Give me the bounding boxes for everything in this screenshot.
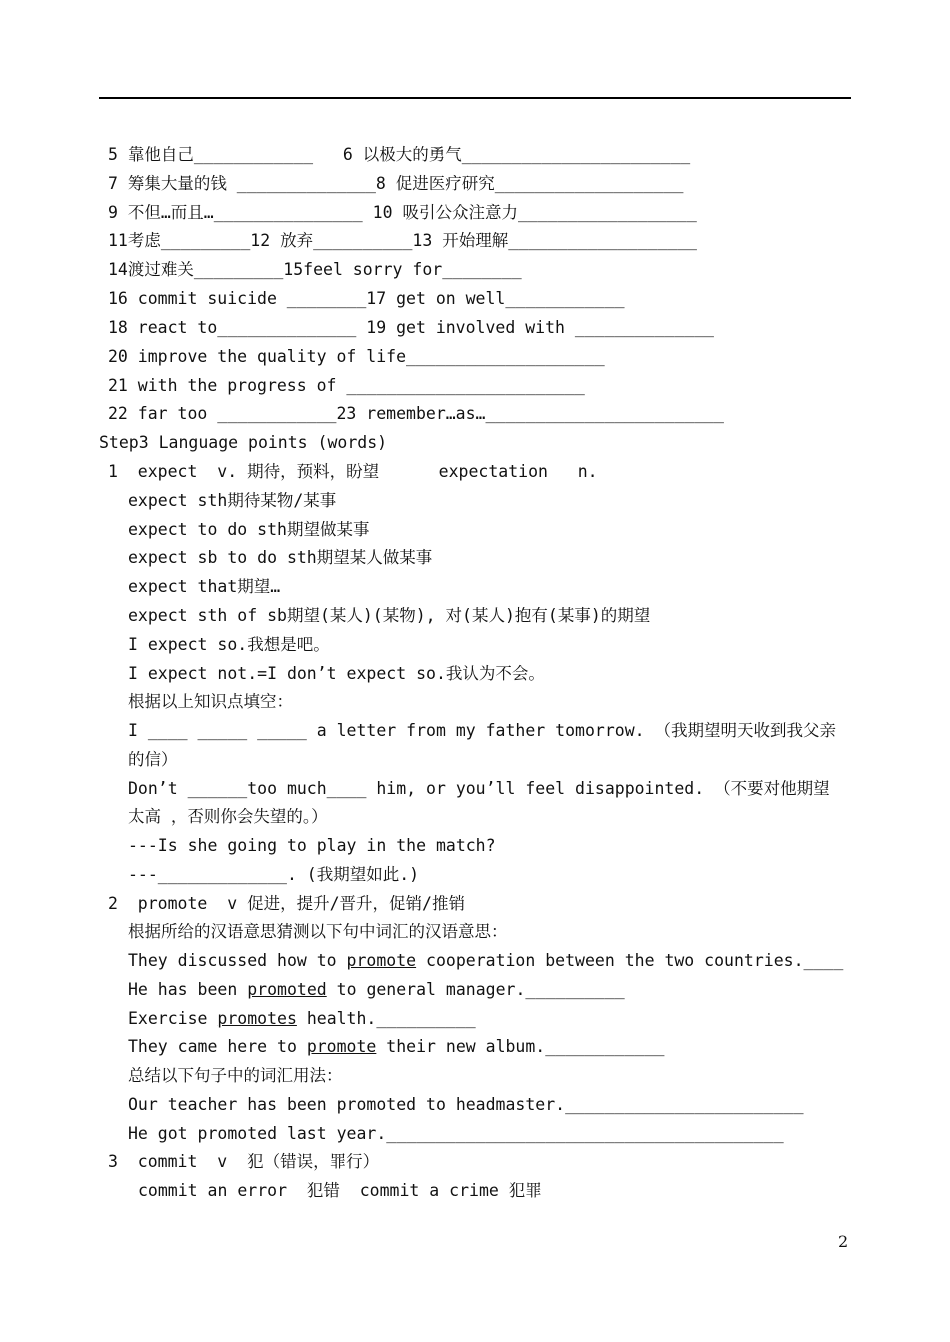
text-line <box>128 1008 476 1030</box>
text-line: 总结以下句子中的词汇用法： <box>128 1066 343 1085</box>
text-line: 11考虑_________12 放弃__________13 开始理解___________________ <box>108 231 697 250</box>
text-line: commit an error 犯错 commit a crime 犯罪 <box>138 1181 542 1200</box>
text-line: 1 expect v. 期待，预料，盼望 expectation n. <box>108 462 598 481</box>
text-line: ---_____________. (我期望如此.) <box>128 865 420 884</box>
text-line: 的信） <box>128 750 178 769</box>
text-line: Don’t ______too much____ him, or you’ll feel disappointed. （不要对他期望 <box>128 779 830 798</box>
text-segment: He has been <box>128 980 248 999</box>
text-segment: cooperation between the two countries.____ <box>416 951 844 970</box>
text-segment: They discussed how to <box>128 951 347 970</box>
text-line: 21 with the progress of ________________________ <box>108 376 585 395</box>
text-line: expect that期望… <box>128 577 281 596</box>
text-line: 14渡过难关_________15feel sorry for________ <box>108 260 522 279</box>
text-line: ---Is she going to play in the match? <box>128 836 496 855</box>
text-segment: their new album.____________ <box>376 1037 665 1056</box>
underlined-word: promoted <box>247 980 327 999</box>
text-line: 根据所给的汉语意思猜测以下句中词汇的汉语意思： <box>128 922 508 941</box>
text-line: 3 commit v 犯（错误，罪行） <box>108 1152 380 1171</box>
text-line: 根据以上知识点填空： <box>128 692 293 711</box>
text-segment: to general manager.__________ <box>326 980 625 999</box>
text-line: 太高 ，否则你会失望的。） <box>128 807 328 826</box>
underlined-word: promote <box>346 951 417 970</box>
text-line: 16 commit suicide ________17 get on well____________ <box>108 289 625 308</box>
text-line: 2 promote v 促进，提升/晋升，促销/推销 <box>108 894 465 913</box>
text-segment: health.__________ <box>296 1009 476 1028</box>
text-line: I ____ _____ _____ a letter from my father tomorrow. （我期望明天收到我父亲 <box>128 721 836 740</box>
text-line: 9 不但…而且…_______________ 10 吸引公众注意力__________________ <box>108 203 697 222</box>
text-line: 20 improve the quality of life____________________ <box>108 347 605 366</box>
text-line: expect sth期待某物/某事 <box>128 491 337 510</box>
text-line: expect sb to do sth期望某人做某事 <box>128 548 433 567</box>
text-line: 7 筹集大量的钱 ______________8 促进医疗研究___________________ <box>108 174 684 193</box>
text-line <box>128 1036 664 1058</box>
text-line: 18 react to______________ 19 get involved with ______________ <box>108 318 714 337</box>
text-line: 5 靠他自己____________ 6 以极大的勇气_______________________ <box>108 145 691 164</box>
underlined-word: promotes <box>217 1009 297 1028</box>
underlined-word: promote <box>306 1037 377 1056</box>
text-line: He got promoted last year.________________________________________ <box>128 1124 784 1143</box>
text-line <box>128 950 843 972</box>
page-number: 2 <box>838 1232 849 1251</box>
text-line: expect to do sth期望做某事 <box>128 520 370 539</box>
text-line <box>128 979 625 1001</box>
section-heading: Step3 Language points (words) <box>99 433 388 452</box>
text-segment: Exercise <box>128 1009 218 1028</box>
header-rule <box>99 97 851 99</box>
text-line: 22 far too ____________23 remember…as…________________________ <box>108 404 724 423</box>
text-line: I expect not.=I don’t expect so.我认为不会。 <box>128 664 545 683</box>
text-line: I expect so.我想是吧。 <box>128 635 330 654</box>
text-line: Our teacher has been promoted to headmaster.________________________ <box>128 1095 804 1114</box>
text-line: expect sth of sb期望(某人)(某物), 对(某人)抱有(某事)的期望 <box>128 606 651 625</box>
text-segment: They came here to <box>128 1037 307 1056</box>
